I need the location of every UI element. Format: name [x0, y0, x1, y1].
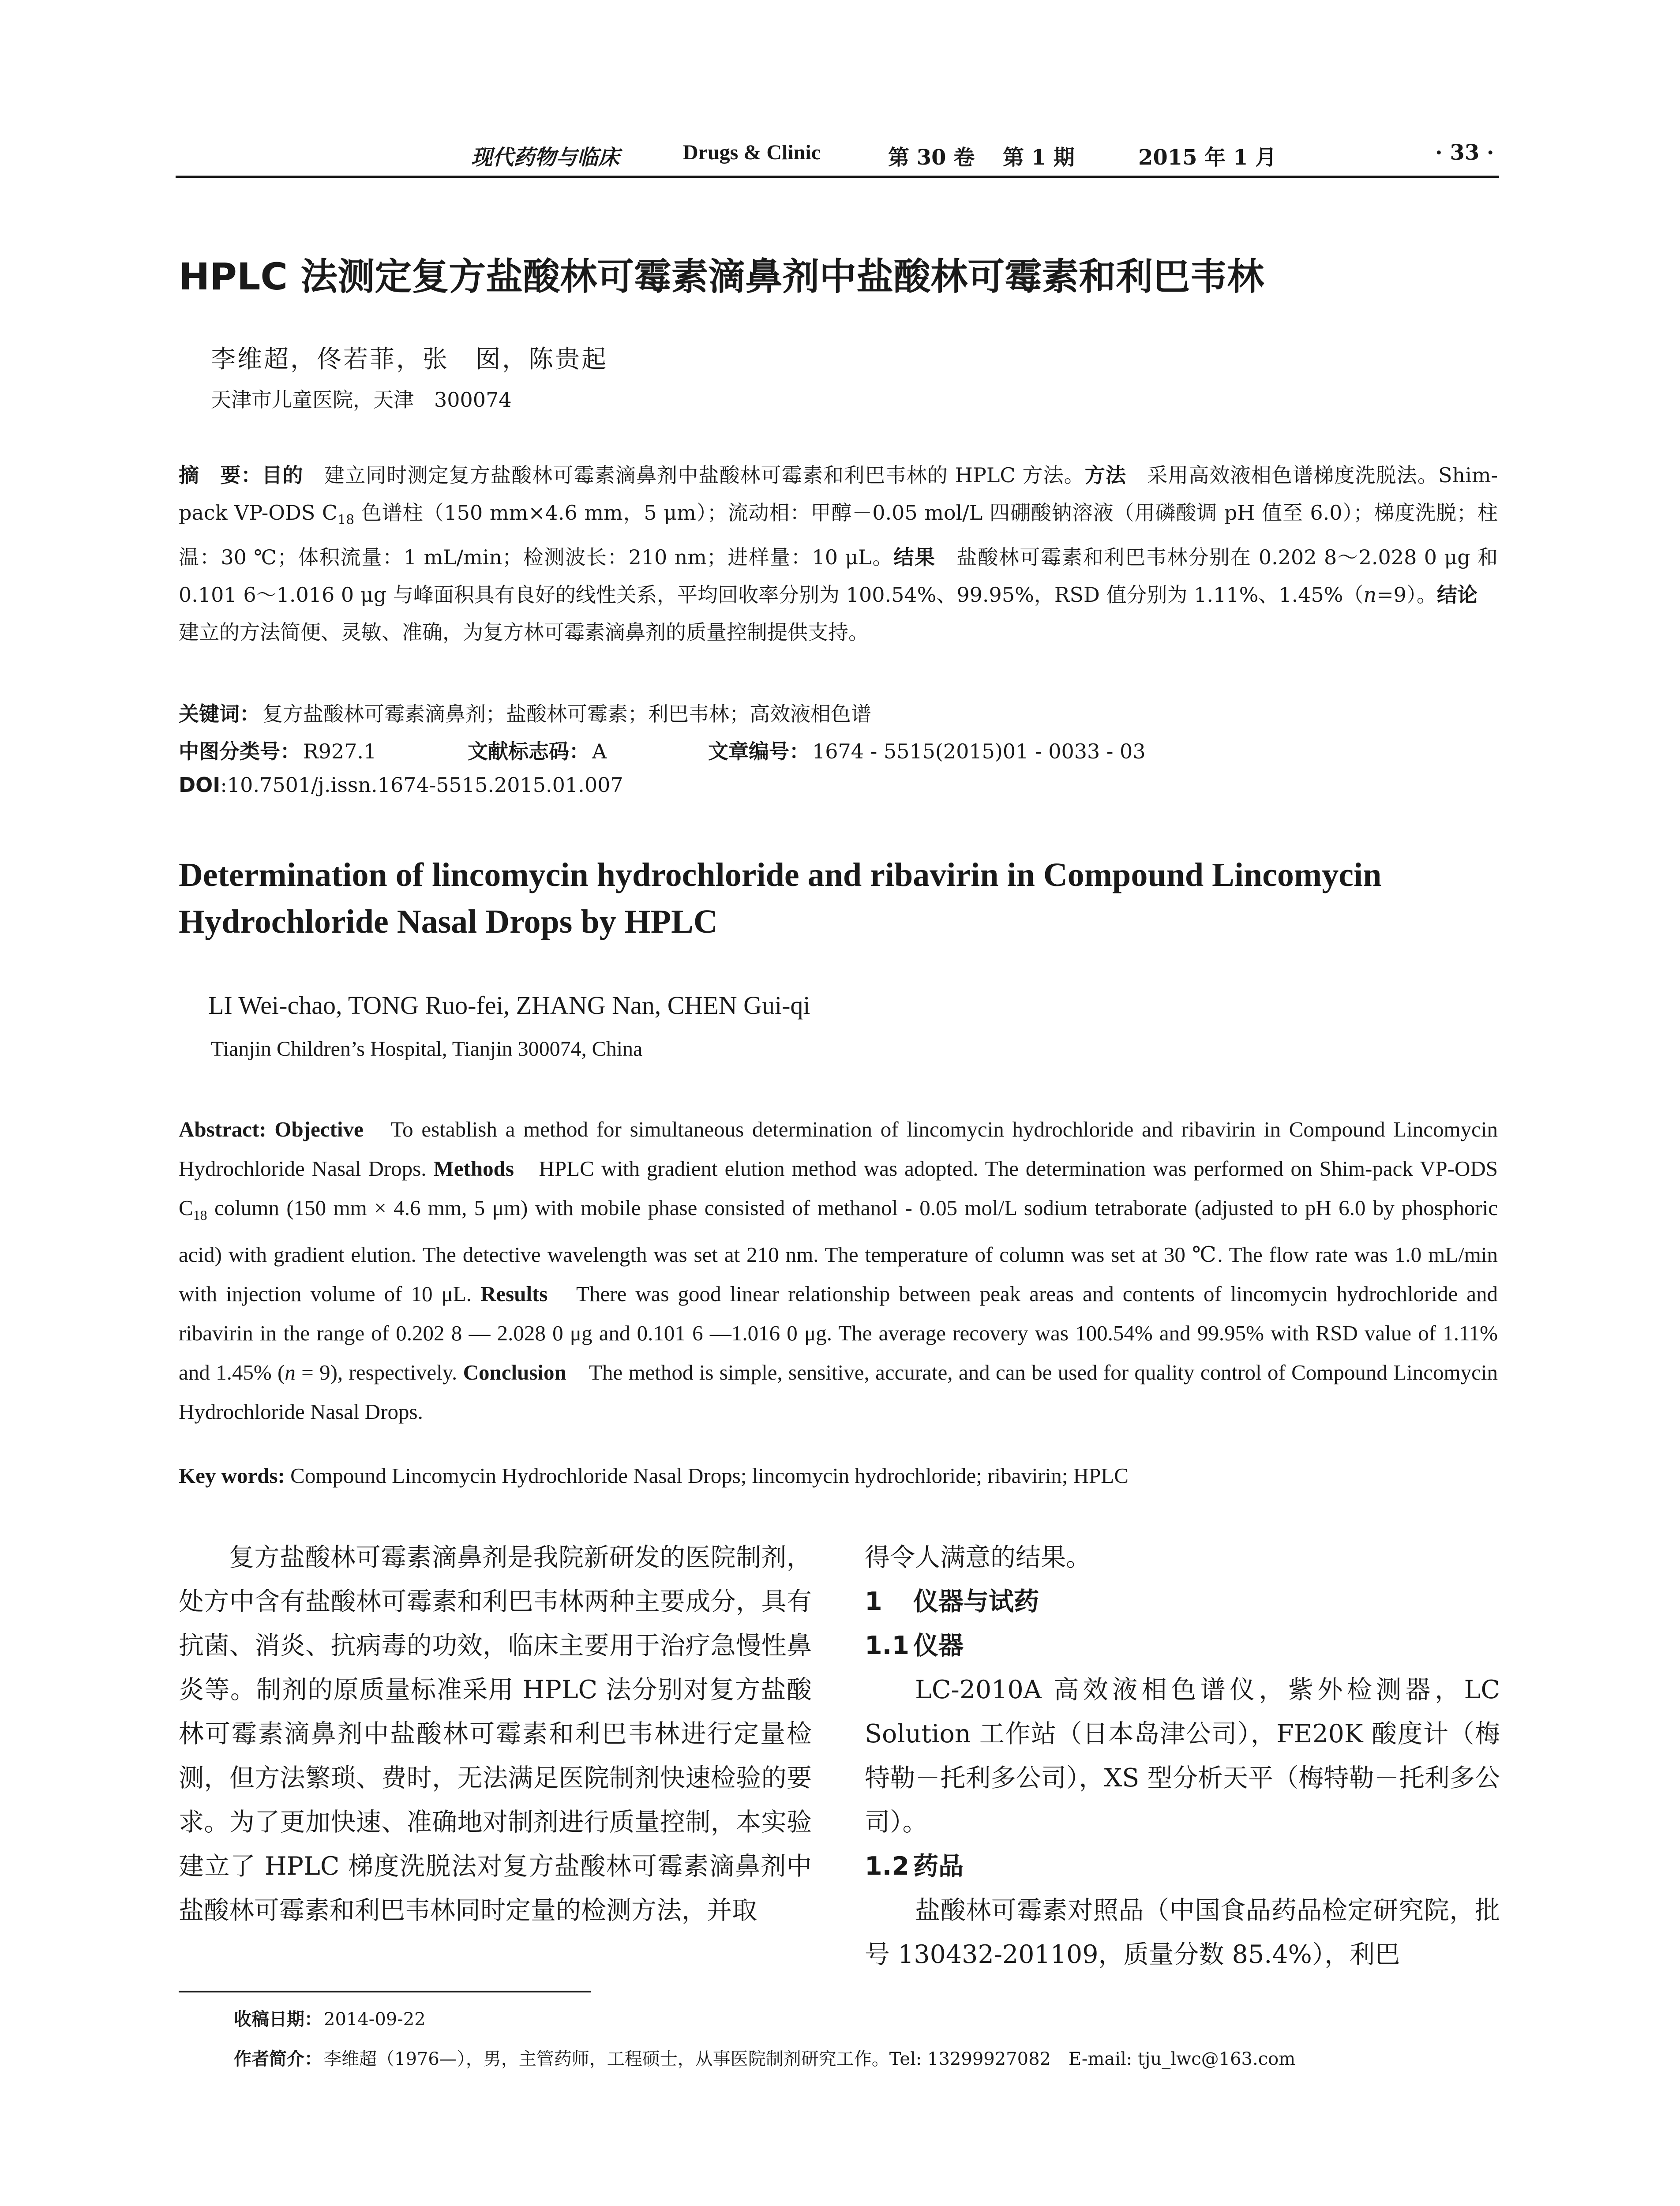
issue-date: 2015 年 1 月 — [1138, 145, 1277, 170]
en-abstract-label: Abstract: Objective — [179, 1117, 364, 1141]
author-bio: 李维超（1976—），男，主管药师，工程硕士，从事医院制剂研究工作。Tel: 13299927082 E-mail: tju_lwc@163.com — [324, 2049, 1296, 2069]
document-code-line — [468, 735, 607, 765]
results-text-cont: =9）。 — [1376, 583, 1437, 607]
chinese-title: HPLC 法测定复方盐酸林可霉素滴鼻剂中盐酸林可霉素和利巴韦林 — [179, 255, 1264, 298]
section-1-2-heading — [865, 1844, 1500, 1888]
en-keywords-text: Compound Lincomycin Hydrochloride Nasal Drops; lincomycin hydrochloride; ribavirin; HPLC — [285, 1463, 1129, 1488]
en-conclusion-label: Conclusion — [463, 1360, 566, 1384]
english-title: Determination of lincomycin hydrochloride and ribavirin in Compound Lincomycin Hydrochloride Nasal Drops by HPLC — [179, 856, 1382, 940]
en-results-text-cont: = 9), respectively. — [295, 1360, 463, 1384]
author-bio-footnote — [234, 2045, 1295, 2070]
en-objective-text: To establish a method for simultaneous determination of lincomycin hydrochloride and ribavirin in Compound Lincomycin Hydrochloride Nasal Drops. — [179, 1117, 1498, 1181]
instruments-paragraph: LC-2010A 高效液相色谱仪，紫外检测器，LC Solution 工作站（日本岛津公司），FE20K 酸度计（梅特勒－托利多公司），XS 型分析天平（梅特勒－托利多公司）。 — [865, 1675, 1500, 1837]
en-methods-text: HPLC with gradient elution method was adopted. The determination was performed on Shim-pack VP-ODS C — [179, 1156, 1498, 1220]
section-1-2-number: 1.2 — [865, 1852, 909, 1881]
keywords-text: 复方盐酸林可霉素滴鼻剂；盐酸林可霉素；利巴韦林；高效液相色谱 — [262, 702, 871, 726]
page-number: · 33 · — [1435, 140, 1494, 165]
en-methods-text-cont: column (150 mm × 4.6 mm, 5 μm) with mobile phase consisted of methanol - 0.05 mol/L sodium tetraborate (adjusted to pH 6.0 by phosphoric acid) with gradient elution. The detective wavelength was set at 210 nm. The temperature of column was set at 30 ℃. The flow rate was 1.0 mL/min with injection volume of 10 μL. — [179, 1196, 1498, 1306]
en-results-n: n — [285, 1360, 296, 1384]
methods-text: 采用高效液相色谱梯度洗脱法。Shim-pack VP-ODS C — [179, 463, 1498, 525]
body-left-column — [179, 1535, 812, 1932]
issue: 第 1 期 — [1003, 145, 1075, 170]
header-rule — [176, 176, 1499, 178]
objective-label: 目的 — [262, 463, 304, 487]
en-keywords-label: Key words: — [179, 1463, 285, 1488]
article-number-line — [708, 735, 1146, 765]
methods-text-cont: 色谱柱（150 mm×4.6 mm，5 μm）；流动相：甲醇－0.05 mol/L 四硼酸钠溶液（用磷酸调 pH 值至 6.0）；梯度洗脱；柱温：30 ℃；体积流量：1 mL/min；检测波长：210 nm；进样量：10 μL。 — [179, 501, 1498, 570]
section-1-1-heading — [865, 1624, 1500, 1668]
running-header — [176, 140, 1499, 171]
english-keywords — [179, 1456, 1498, 1495]
en-results-text: There was good linear relationship between peak areas and contents of lincomycin hydrochloride and ribavirin in the range of 0.202 8 — 2.028 0 μg and 0.101 6 —1.016 0 μg. The average recovery was 100.54% and 99.95% with RSD value of 1.11% and 1.45% ( — [179, 1281, 1498, 1384]
chinese-affiliation: 天津市儿童医院，天津 300074 — [211, 388, 512, 412]
volume: 第 30 卷 — [888, 145, 975, 170]
journal-name-en: Drugs & Clinic — [683, 141, 821, 164]
abstract-label: 摘 要： — [179, 463, 262, 487]
article-number-value: 1674 - 5515(2015)01 - 0033 - 03 — [812, 739, 1146, 763]
methods-subscript: 18 — [338, 512, 355, 528]
conclusion-text: 建立的方法简便、灵敏、准确，为复方林可霉素滴鼻剂的质量控制提供支持。 — [179, 583, 1498, 645]
author-bio-label: 作者简介： — [234, 2049, 322, 2069]
section-1-1-title: 仪器 — [913, 1631, 964, 1660]
en-methods-subscript: 18 — [193, 1207, 207, 1223]
doi-line — [179, 773, 623, 797]
classification-line — [179, 735, 376, 765]
clc-value: R927.1 — [303, 739, 377, 763]
results-label: 结果 — [893, 545, 936, 570]
en-results-label: Results — [480, 1281, 548, 1306]
footnote-rule — [179, 1991, 591, 1992]
drugs-paragraph: 盐酸林可霉素对照品（中国食品药品检定研究院，批号 130432-201109，质量分数 85.4%），利巴 — [865, 1896, 1500, 1969]
section-1-title: 仪器与试药 — [913, 1587, 1039, 1616]
chinese-authors: 李维超，佟若菲，张 囡，陈贵起 — [211, 345, 608, 374]
received-date-footnote — [234, 2005, 426, 2030]
body-right-column — [865, 1535, 1500, 1977]
section-1-heading — [865, 1579, 1500, 1624]
objective-text: 建立同时测定复方盐酸林可霉素滴鼻剂中盐酸林可霉素和利巴韦林的 HPLC 方法。 — [303, 463, 1085, 487]
english-affiliation: Tianjin Children’s Hospital, Tianjin 300074, China — [211, 1037, 643, 1061]
clc-label: 中图分类号： — [179, 739, 300, 763]
english-abstract — [179, 1110, 1498, 1431]
results-n: n — [1363, 583, 1377, 607]
methods-label: 方法 — [1084, 463, 1126, 487]
received-label: 收稿日期： — [234, 2009, 322, 2030]
article-number-label: 文章编号： — [708, 739, 810, 763]
keywords-label: 关键词： — [179, 702, 260, 726]
english-authors: LI Wei-chao, TONG Ruo-fei, ZHANG Nan, CHEN Gui-qi — [208, 991, 810, 1020]
intro-paragraph-continued: 得令人满意的结果。 — [865, 1543, 1091, 1572]
received-date: 2014-09-22 — [324, 2009, 426, 2030]
conclusion-label: 结论 — [1436, 583, 1478, 607]
results-text: 盐酸林可霉素和利巴韦林分别在 0.202 8～2.028 0 μg 和 0.101 6～1.016 0 μg 与峰面积具有良好的线性关系，平均回收率分别为 100.54%、99.95%，RSD 值分别为 1.11%、1.45%（ — [179, 545, 1498, 607]
chinese-keywords — [179, 698, 871, 727]
en-methods-label: Methods — [433, 1156, 514, 1181]
section-1-2-title: 药品 — [913, 1852, 964, 1881]
chinese-abstract — [179, 457, 1498, 651]
intro-paragraph: 复方盐酸林可霉素滴鼻剂是我院新研发的医院制剂，处方中含有盐酸林可霉素和利巴韦林两种主要成分，具有抗菌、消炎、抗病毒的功效，临床主要用于治疗急慢性鼻炎等。制剂的原质量标准采用 HPLC 法分别对复方盐酸林可霉素滴鼻剂中盐酸林可霉素和利巴韦林进行定量检测，但方法繁琐、费时，无法满足医院制剂快速检验的要求。为了更加快速、准确地对制剂进行质量控制，本实验建立了 HPLC 梯度洗脱法对复方盐酸林可霉素滴鼻剂中盐酸林可霉素和利巴韦林同时定量的检测方法，并取 — [179, 1543, 812, 1925]
journal-name-cn: 现代药物与临床 — [471, 145, 620, 170]
doc-code-label: 文献标志码： — [468, 739, 589, 763]
section-1-number: 1 — [865, 1587, 882, 1616]
section-1-1-number: 1.1 — [865, 1631, 909, 1660]
doi-label: DOI — [179, 773, 221, 797]
doc-code-value: A — [592, 739, 607, 763]
en-conclusion-text: The method is simple, sensitive, accurate, and can be used for quality control of Compound Lincomycin Hydrochloride Nasal Drops. — [179, 1360, 1498, 1424]
doi-value: :10.7501/j.issn.1674-5515.2015.01.007 — [220, 773, 623, 797]
